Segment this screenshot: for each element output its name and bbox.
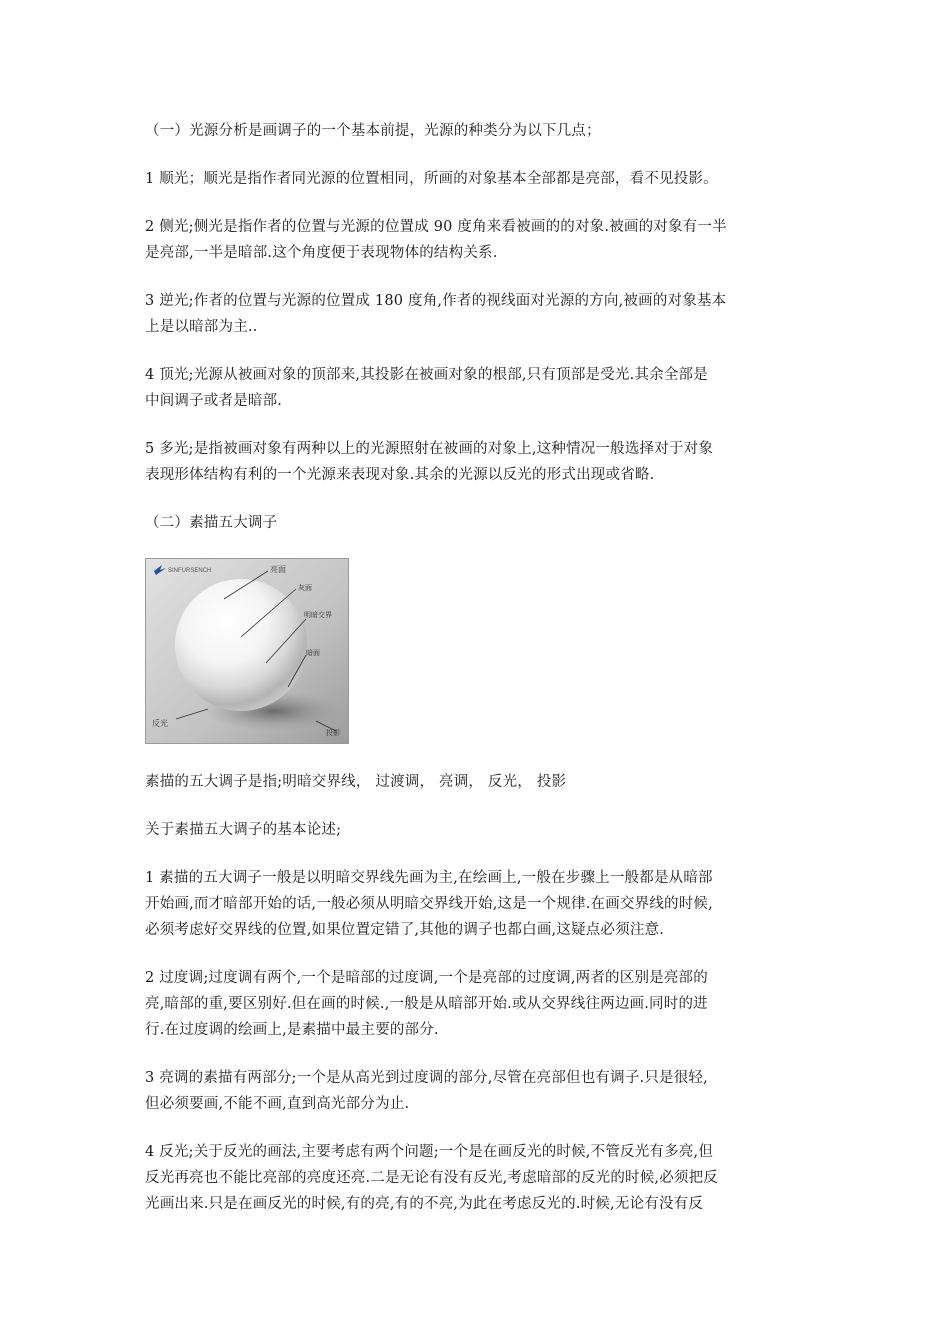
section1-heading: （一）光源分析是画调子的一个基本前提，光源的种类分为以下几点； [145, 123, 601, 139]
section2-item-2: 2 过度调;过度调有两个,一个是暗部的过度调,一个是亮部的过度调,两者的区别是亮部的 亮,暗部的重,要区别好.但在画的时候.,一般是从暗部开始.或从交界线往两边画.同时的进 行.在过度调的绘画上,是素描中最主要的部分. [145, 970, 708, 1038]
section1-item-3: 3 逆光;作者的位置与光源的位置成 180 度角,作者的视线面对光源的方向,被画的对象基本 上是以暗部为主.. [145, 293, 727, 335]
section1-item-4: 4 顶光;光源从被画对象的顶部来,其投影在被画对象的根部,只有顶部是受光.其余全部是 中间调子或者是暗部. [145, 367, 708, 409]
sphere-tone-diagram [145, 558, 349, 744]
label-highlight: 亮面 [270, 565, 286, 574]
label-shadow: 投影 [326, 729, 340, 737]
section1-item-5: 5 多光;是指被画对象有两种以上的光源照射在被画的对象上,这种情况一般选择对于对象 表现形体结构有利的一个光源来表现对象.其余的光源以反光的形式出现或省略. [145, 441, 714, 483]
section2-heading: （二）素描五大调子 [145, 515, 278, 531]
section2-item-1: 1 素描的五大调子一般是以明暗交界线先画为主,在绘画上,一般在步骤上一般都是从暗部 开始画,而才暗部开始的话,一般必须从明暗交界线开始,这是一个规律.在画交界线的时候, 必须考虑好交界线的位置,如果位置定错了,其他的调子也都白画,这疑点必须注意. [145, 870, 713, 938]
label-gray: 灰面 [298, 584, 312, 592]
label-reflect: 反光 [152, 719, 168, 728]
logo-text: SINFURSENCH [168, 568, 212, 574]
label-terminator: 明暗交界 [304, 611, 332, 619]
five-tones-summary: 素描的五大调子是指;明暗交界线， 过渡调， 亮调， 反光， 投影 [145, 774, 567, 790]
document-page [145, 118, 817, 1239]
five-tones-intro: 关于素描五大调子的基本论述; [145, 822, 342, 838]
section1-item-2: 2 侧光;侧光是指作者的位置与光源的位置成 90 度角来看被画的的对象.被画的对象有一半 是亮部,一半是暗部.这个角度便于表现物体的结构关系. [145, 219, 727, 261]
section1-item-1: 1 顺光；顺光是指作者同光源的位置相同，所画的对象基本全部都是亮部，看不见投影。 [145, 171, 718, 187]
sphere-illustration [146, 559, 348, 743]
section2-item-4: 4 反光;关于反光的画法,主要考虑有两个问题;一个是在画反光的时候,不管反光有多亮,但 反光再亮也不能比亮部的亮度还亮.二是无论有没有反光,考虑暗部的反光的时候,必须把反 光画出来.只是在画反光的时候,有的亮,有的不亮,为此在考虑反光的.时候,无论有没有反 [145, 1144, 719, 1212]
section2-item-3: 3 亮调的素描有两部分;一个是从高光到过度调的部分,尽管在亮部但也有调子.只是很轻, 但必须要画,不能不画,直到高光部分为止. [145, 1070, 708, 1112]
label-dark: 暗面 [306, 649, 320, 657]
sphere [175, 579, 307, 711]
